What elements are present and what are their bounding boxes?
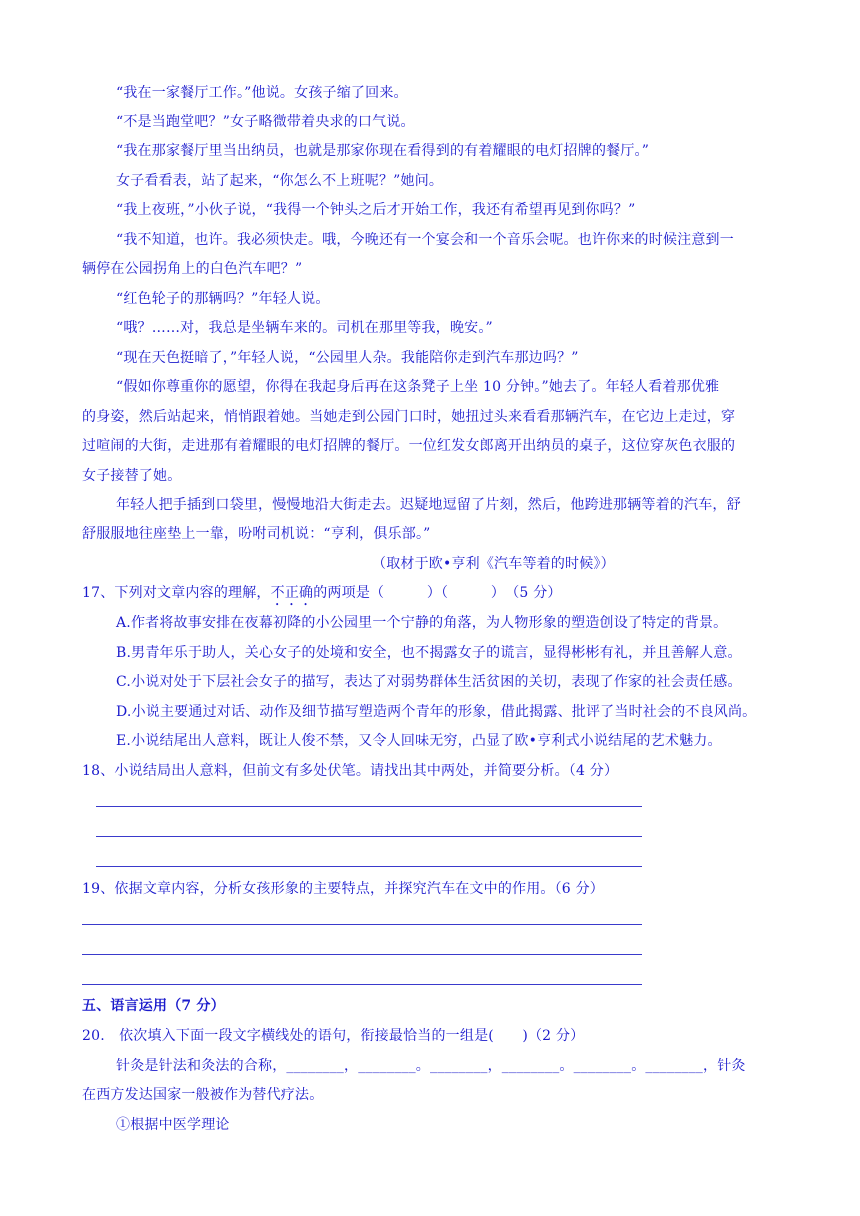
section-heading: 五、语言运用（7 分） [82, 998, 225, 1014]
passage-line: 舒服服地往座垫上一靠，吩咐司机说：“亨利，俱乐部。” [82, 526, 431, 542]
passage-line: 的身姿，然后站起来，悄悄跟着她。当她走到公园门口时，她扭过头来看看那辆汽车，在它边上走过，穿 [82, 409, 736, 425]
option-d: D.小说主要通过对话、动作及细节描写塑造两个青年的形象，借此揭露、批评了当时社会的不良风尚。 [116, 704, 757, 720]
question-17 [82, 583, 562, 609]
answer-line [96, 836, 642, 837]
question-20-body: 针灸是针法和灸法的合称，________，________。________，________。________。________，针灸 [116, 1058, 746, 1074]
passage-line: “红色轮子的那辆吗？”年轻人说。 [116, 291, 330, 307]
passage-line: “我在那家餐厅里当出纳员，也就是那家你现在看得到的有着耀眼的电灯招牌的餐厅。” [116, 143, 650, 159]
answer-line [96, 866, 642, 867]
option-a: A.作者将故事安排在夜幕初降的小公园里一个宁静的角落，为人物形象的塑造创设了特定的背景。 [116, 615, 728, 631]
passage-line: “我在一家餐厅工作。”他说。女孩子缩了回来。 [116, 85, 408, 101]
answer-line [82, 984, 642, 985]
passage-line: “哦？……对，我总是坐辆车来的。司机在那里等我，晚安。” [116, 320, 493, 336]
question-17-emphasis: 不正确 [270, 585, 314, 601]
question-20-item: ①根据中医学理论 [116, 1117, 230, 1133]
answer-line [96, 806, 642, 807]
passage-line: 女子看看表，站了起来，“你怎么不上班呢？”她问。 [116, 173, 444, 189]
answer-line [82, 954, 642, 955]
question-18: 18、小说结局出人意料，但前文有多处伏笔。请找出其中两处，并简要分析。（4 分） [82, 763, 619, 779]
question-17-post: 的两项是（ ）（ ） （5 分） [313, 585, 562, 601]
passage-line: “我上夜班，”小伙子说，“我得一个钟头之后才开始工作，我还有希望再见到你吗？” [116, 202, 636, 218]
option-b: B.男青年乐于助人，关心女子的处境和安全，也不揭露女子的谎言，显得彬彬有礼，并且善解人意。 [116, 645, 742, 661]
passage-line: “现在天色挺暗了，”年轻人说，“公园里人杂。我能陪你走到汽车那边吗？” [116, 350, 579, 366]
passage-line: 过喧闹的大街，走进那有着耀眼的电灯招牌的餐厅。一位红发女郎离开出纳员的桌子，这位穿灰色衣服的 [82, 438, 736, 454]
option-c: C.小说对处于下层社会女子的描写，表达了对弱势群体生活贫困的关切，表现了作家的社会责任感。 [116, 674, 742, 690]
question-20: 20. 依次填入下面一段文字横线处的语句，衔接最恰当的一组是( )（2 分） [82, 1028, 585, 1044]
passage-line: 年轻人把手插到口袋里，慢慢地沿大街走去。迟疑地逗留了片刻，然后，他跨进那辆等着的汽车，舒 [116, 497, 741, 513]
option-e: E.小说结尾出人意料，既让人俊不禁，又令人回味无穷，凸显了欧•亨利式小说结尾的艺术魅力。 [116, 733, 722, 749]
question-20-body: 在西方发达国家一般被作为替代疗法。 [82, 1087, 324, 1103]
passage-line: 女子接替了她。 [82, 468, 182, 484]
passage-line: “我不知道，也许。我必须快走。哦，今晚还有一个宴会和一个音乐会呢。也许你来的时候注意到一 [116, 232, 734, 248]
passage-line: “假如你尊重你的愿望，你得在我起身后再在这条凳子上坐 10 分钟。”她去了。年轻人看着那优雅 [116, 379, 720, 395]
question-17-pre: 17、下列对文章内容的理解， [82, 585, 271, 601]
passage-line: “不是当跑堂吧？”女子略微带着央求的口气说。 [116, 114, 415, 130]
question-19: 19、依据文章内容，分析女孩形象的主要特点，并探究汽车在文中的作用。（6 分） [82, 881, 604, 897]
passage-line: 辆停在公园拐角上的白色汽车吧？” [82, 261, 303, 277]
answer-line [82, 924, 642, 925]
passage-source: （取材于欧•亨利《汽车等着的时候》） [372, 556, 615, 572]
